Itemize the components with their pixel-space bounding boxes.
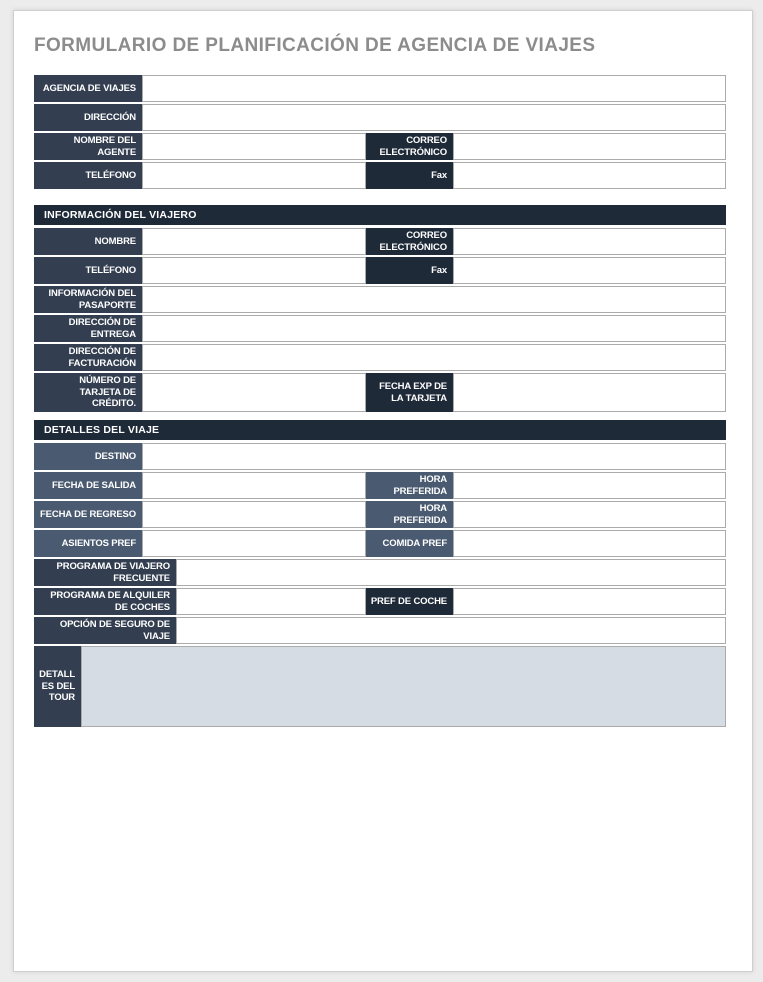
- field-label-programa-alquiler-coches: PROGRAMA DE ALQUILER DE COCHES: [34, 588, 176, 615]
- field-input-direccion-de-facturacion[interactable]: [142, 344, 726, 371]
- page-title: FORMULARIO DE PLANIFICACIÓN DE AGENCIA DE VIAJES: [34, 35, 596, 56]
- table-row: [34, 104, 726, 131]
- table-row: [34, 286, 726, 313]
- field-input-direccion[interactable]: [142, 104, 726, 131]
- field-label-comida-pref: COMIDA PREF: [366, 530, 453, 557]
- table-row: [34, 75, 726, 102]
- field-input-nombre-del-agente[interactable]: [142, 133, 366, 160]
- field-input-correo-electronico-viajero[interactable]: [453, 228, 726, 255]
- field-input-telefono-viajero[interactable]: [142, 257, 366, 284]
- field-label-asientos-pref: ASIENTOS PREF: [34, 530, 142, 557]
- field-input-fecha-de-salida[interactable]: [142, 472, 366, 499]
- table-row: [34, 530, 726, 557]
- field-input-numero-de-tarjeta[interactable]: [142, 373, 366, 412]
- table-row: [34, 646, 726, 727]
- field-input-fecha-de-regreso[interactable]: [142, 501, 366, 528]
- section-header-detalles-del-viaje: DETALLES DEL VIAJE: [34, 420, 726, 440]
- field-label-telefono-viajero: TELÉFONO: [34, 257, 142, 284]
- field-label-direccion-de-entrega: DIRECCIÓN DE ENTREGA: [34, 315, 142, 342]
- field-input-programa-viajero-frecuente[interactable]: [176, 559, 726, 586]
- table-row: [34, 228, 726, 255]
- field-input-fax-viajero[interactable]: [453, 257, 726, 284]
- table-row: [34, 257, 726, 284]
- field-label-correo-electronico-agente: CORREO ELECTRÓNICO: [366, 133, 453, 160]
- field-label-nombre: NOMBRE: [34, 228, 142, 255]
- field-label-correo-electronico-viajero: CORREO ELECTRÓNICO: [366, 228, 453, 255]
- table-row: [34, 344, 726, 371]
- field-label-informacion-del-pasaporte: INFORMACIÓN DEL PASAPORTE: [34, 286, 142, 313]
- traveler-section: [34, 205, 726, 412]
- field-label-hora-preferida-salida: HORA PREFERIDA: [366, 472, 453, 499]
- trip-section: [34, 420, 726, 727]
- table-row: [34, 617, 726, 644]
- table-row: [34, 588, 726, 615]
- field-input-telefono-agencia[interactable]: [142, 162, 366, 189]
- field-input-opcion-seguro-viaje[interactable]: [176, 617, 726, 644]
- field-label-detalles-del-tour: DETALLES DEL TOUR: [34, 646, 81, 727]
- field-label-programa-viajero-frecuente: PROGRAMA DE VIAJERO FRECUENTE: [34, 559, 176, 586]
- field-label-fecha-de-regreso: FECHA DE REGRESO: [34, 501, 142, 528]
- field-label-hora-preferida-regreso: HORA PREFERIDA: [366, 501, 453, 528]
- field-input-destino[interactable]: [142, 443, 726, 470]
- section-header-informacion-del-viajero: INFORMACIÓN DEL VIAJERO: [34, 205, 726, 225]
- field-label-nombre-del-agente: NOMBRE DEL AGENTE: [34, 133, 142, 160]
- table-row: [34, 443, 726, 470]
- field-label-telefono-agencia: TELÉFONO: [34, 162, 142, 189]
- field-label-direccion-de-facturacion: DIRECCIÓN DE FACTURACIÓN: [34, 344, 142, 371]
- field-input-fecha-exp-tarjeta[interactable]: [453, 373, 726, 412]
- field-label-fax-viajero: Fax: [366, 257, 453, 284]
- field-input-agencia-de-viajes[interactable]: [142, 75, 726, 102]
- field-label-numero-de-tarjeta: NÚMERO DE TARJETA DE CRÉDITO.: [34, 373, 142, 412]
- field-label-opcion-seguro-viaje: OPCIÓN DE SEGURO DE VIAJE: [34, 617, 176, 644]
- field-input-comida-pref[interactable]: [453, 530, 726, 557]
- table-row: [34, 315, 726, 342]
- field-label-fax-agencia: Fax: [366, 162, 453, 189]
- field-input-hora-preferida-regreso[interactable]: [453, 501, 726, 528]
- field-input-correo-electronico-agente[interactable]: [453, 133, 726, 160]
- table-row: [34, 162, 726, 189]
- table-row: [34, 133, 726, 160]
- field-label-fecha-exp-tarjeta: FECHA EXP DE LA TARJETA: [366, 373, 453, 412]
- field-label-direccion: DIRECCIÓN: [34, 104, 142, 131]
- field-input-nombre[interactable]: [142, 228, 366, 255]
- table-row: [34, 472, 726, 499]
- table-row: [34, 373, 726, 412]
- field-input-informacion-del-pasaporte[interactable]: [142, 286, 726, 313]
- field-input-asientos-pref[interactable]: [142, 530, 366, 557]
- field-input-fax-agencia[interactable]: [453, 162, 726, 189]
- field-label-agencia-de-viajes: AGENCIA DE VIAJES: [34, 75, 142, 102]
- field-input-direccion-de-entrega[interactable]: [142, 315, 726, 342]
- field-label-pref-de-coche: PREF DE COCHE: [366, 588, 453, 615]
- field-input-programa-alquiler-coches[interactable]: [176, 588, 366, 615]
- field-input-detalles-del-tour[interactable]: [81, 646, 726, 727]
- field-input-hora-preferida-salida[interactable]: [453, 472, 726, 499]
- field-label-fecha-de-salida: FECHA DE SALIDA: [34, 472, 142, 499]
- table-row: [34, 559, 726, 586]
- field-label-destino: DESTINO: [34, 443, 142, 470]
- document-page: [13, 10, 753, 972]
- agency-table: [34, 75, 726, 189]
- field-input-pref-de-coche[interactable]: [453, 588, 726, 615]
- table-row: [34, 501, 726, 528]
